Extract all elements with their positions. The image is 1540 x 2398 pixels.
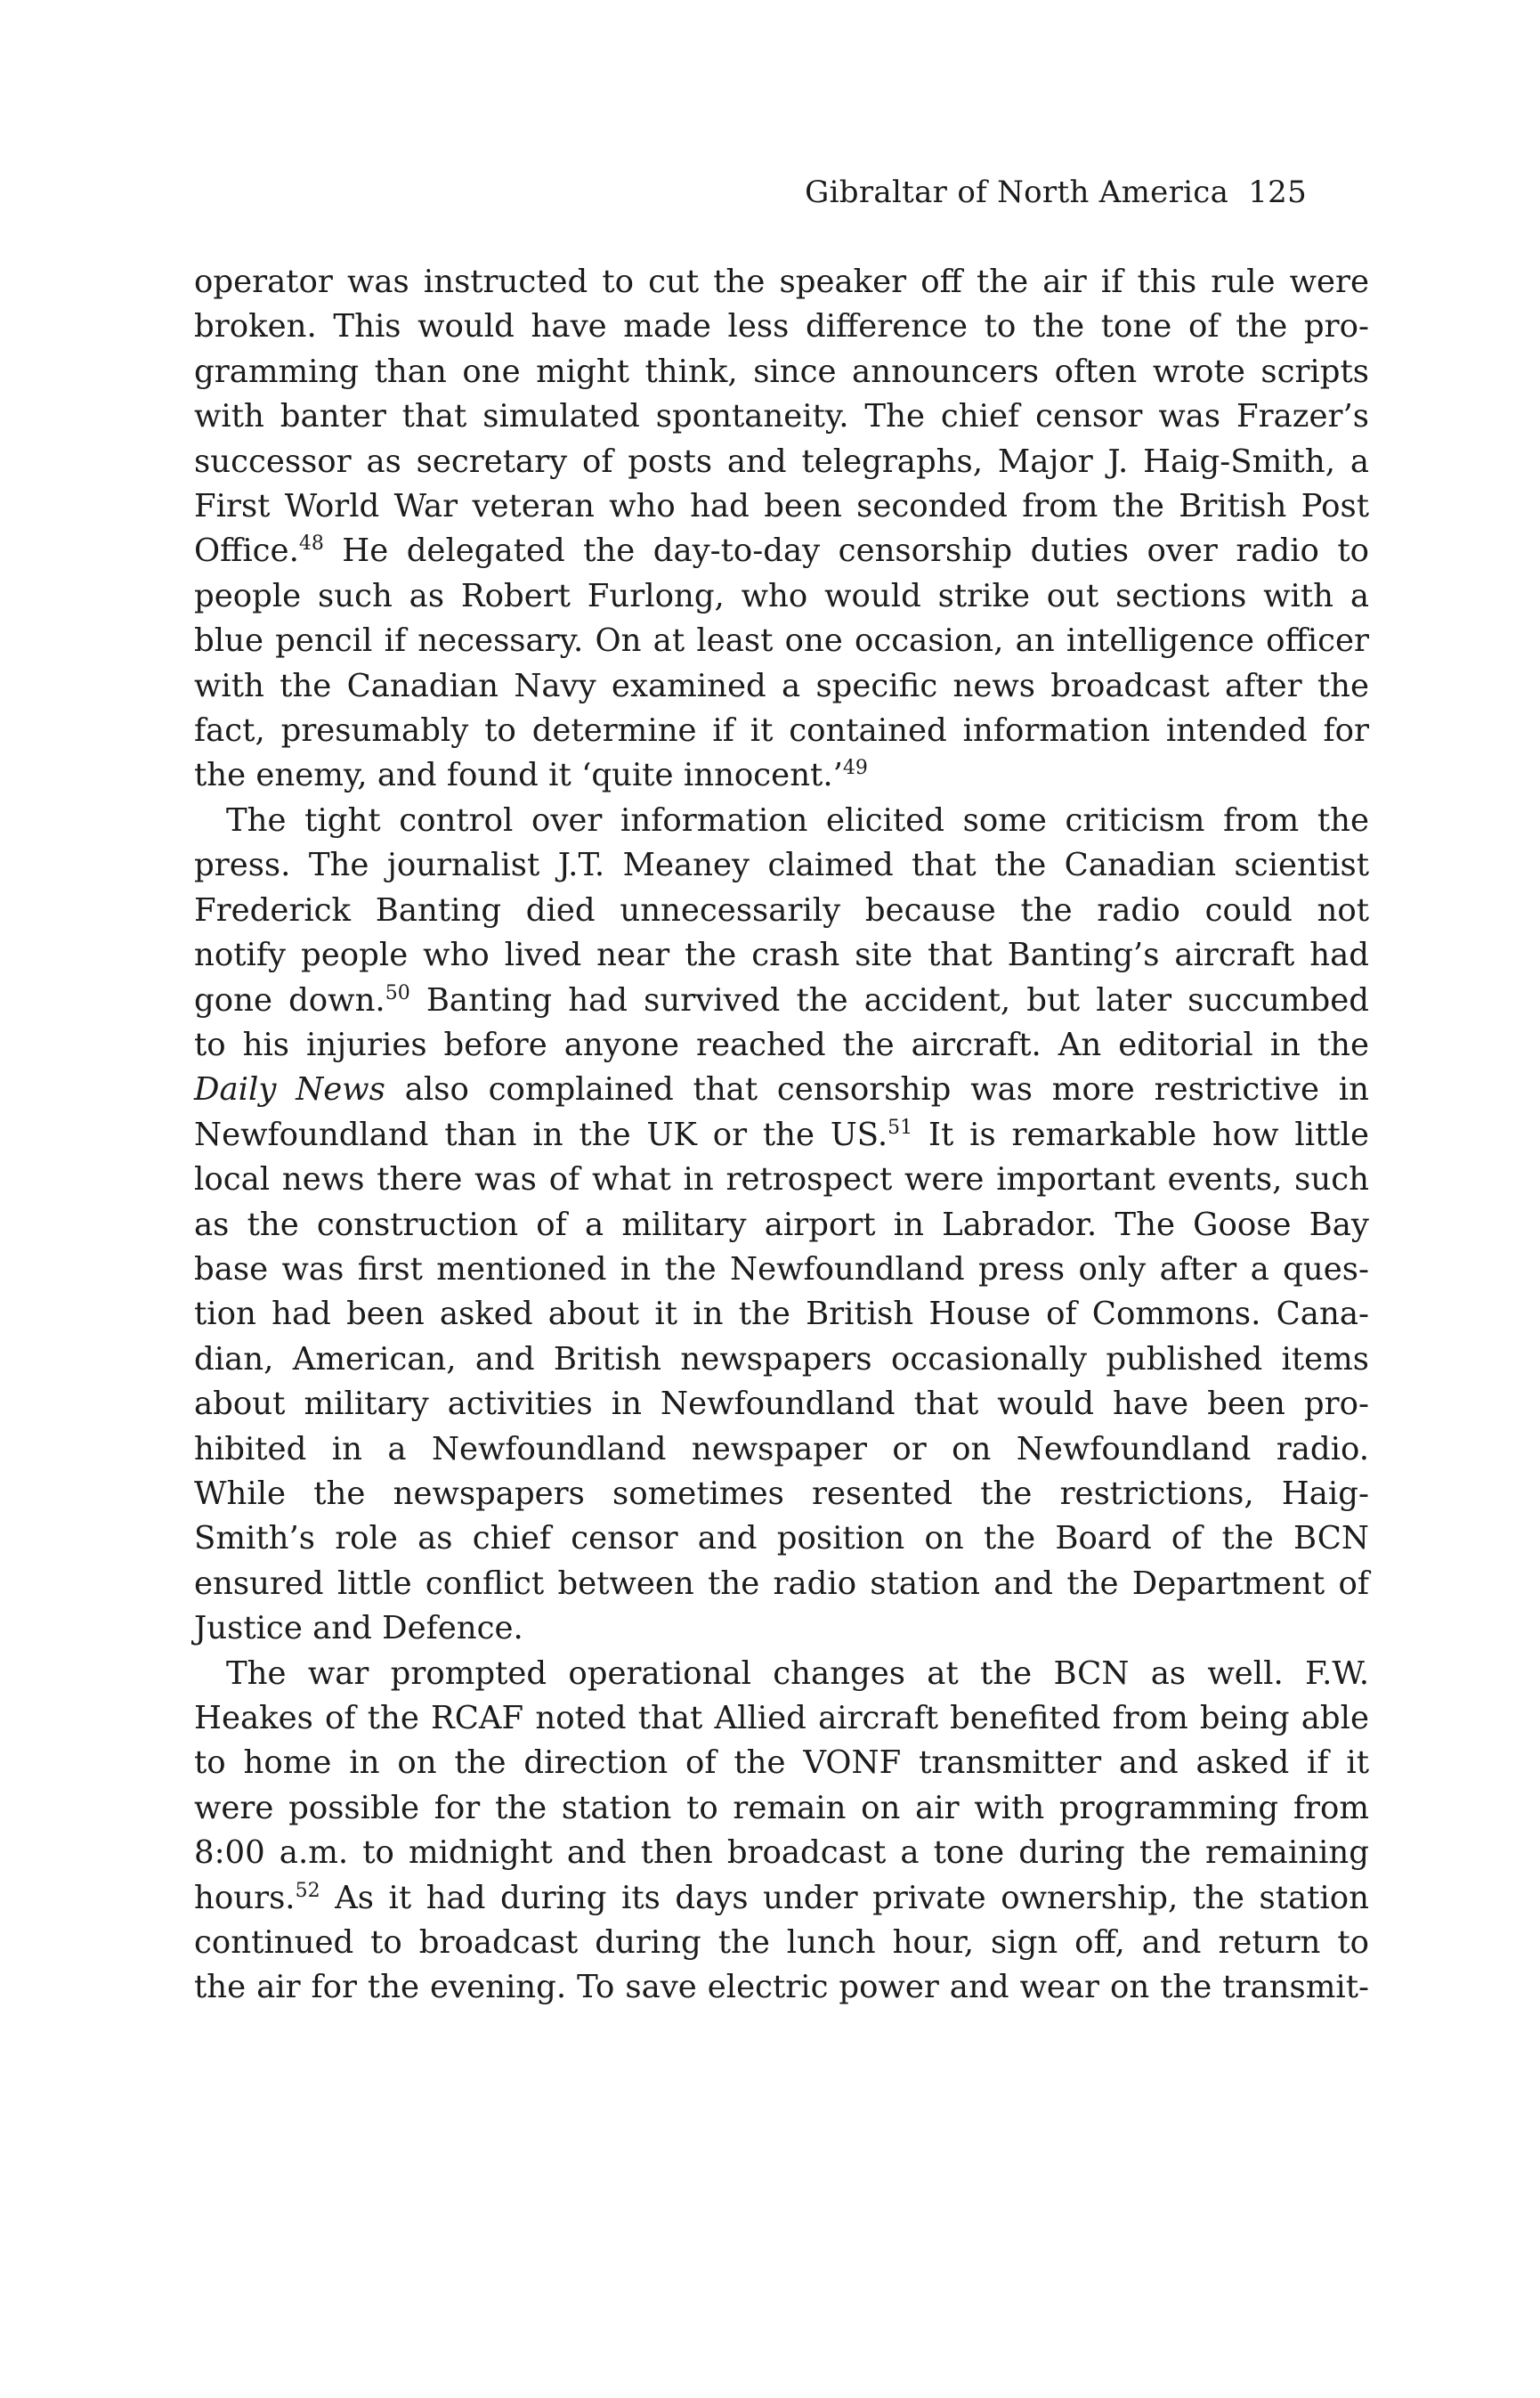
body-text: [194, 260, 1369, 2011]
text-line: with the Canadian Navy examined a specific news broadcast after the: [194, 667, 1369, 704]
text-line: base was first mentioned in the Newfoundland press only after a ques-: [194, 1250, 1369, 1288]
text-line: fact, presumably to determine if it contained information intended for: [194, 712, 1369, 750]
footnote-marker: 51: [888, 1116, 913, 1139]
text-line: dian, American, and British newspapers occasionally published items: [194, 1340, 1369, 1378]
text-line: hibited in a Newfoundland newspaper or on Newfoundland radio.: [194, 1430, 1369, 1467]
text-line: The war prompted operational changes at the BCN as well. F.W.: [226, 1654, 1369, 1692]
text-line: the air for the evening. To save electric power and wear on the transmit-: [194, 1969, 1369, 2006]
footnote-marker: 48: [298, 532, 324, 556]
text-line: First World War veteran who had been seconded from the British Post: [194, 488, 1369, 525]
text-line: press. The journalist J.T. Meaney claimed that the Canadian scientist: [194, 847, 1369, 884]
running-head-title: Gibraltar of North America: [805, 175, 1229, 210]
text-line: Office.$^{48}$ He delegated the day-to-day censorship duties over radio to: [194, 532, 1369, 570]
running-head: [805, 175, 1307, 210]
text-line: gone down.$^{50}$ Banting had survived the accident, but later succumbed: [194, 981, 1369, 1019]
text-line: about military activities in Newfoundland that would have been pro-: [194, 1386, 1369, 1423]
text-line: as the construction of a military airport in Labrador. The Goose Bay: [194, 1206, 1369, 1243]
text-line: tion had been asked about it in the British House of Commons. Cana-: [194, 1296, 1369, 1333]
page-number: 125: [1248, 175, 1307, 210]
text-line: While the newspapers sometimes resented the restrictions, Haig-: [194, 1475, 1369, 1512]
text-line: Daily News also complained that censorship was more restrictive in: [194, 1071, 1369, 1109]
text-line: continued to broadcast during the lunch hour, sign off, and return to: [194, 1924, 1369, 1962]
text-line: broken. This would have made less difference to the tone of the pro-: [194, 308, 1369, 345]
text-line: Smith’s role as chief censor and position on the Board of the BCN: [194, 1520, 1369, 1557]
text-line: hours.$^{52}$ As it had during its days under private ownership, the station: [194, 1879, 1369, 1916]
text-line: were possible for the station to remain on air with programming from: [194, 1789, 1369, 1826]
text-line: blue pencil if necessary. On at least one occasion, an intelligence officer: [194, 622, 1369, 660]
paragraph: [194, 1652, 1369, 2011]
italic-title: Daily News: [194, 1071, 385, 1109]
text-line: 8:00 a.m. to midnight and then broadcast a tone during the remaining: [194, 1834, 1369, 1872]
footnote-marker: 50: [385, 981, 410, 1004]
text-line: to his injuries before anyone reached the aircraft. An editorial in the: [194, 1026, 1369, 1063]
text-line: Newfoundland than in the UK or the US.$^{51}$ It is remarkable how little: [194, 1116, 1369, 1153]
text-line: local news there was of what in retrospect were important events, such: [194, 1161, 1369, 1199]
text-line: successor as secretary of posts and telegraphs, Major J. Haig-Smith, a: [194, 443, 1369, 480]
text-line: ensured little conflict between the radio station and the Department of: [194, 1565, 1369, 1602]
text-line: Frederick Banting died unnecessarily because the radio could not: [194, 891, 1369, 929]
footnote-marker: 52: [295, 1879, 320, 1902]
text-line: Heakes of the RCAF noted that Allied aircraft benefited from being able: [194, 1700, 1369, 1736]
paragraph: [194, 799, 1369, 1652]
text-line: operator was instructed to cut the speaker off the air if this rule were: [194, 264, 1369, 300]
text-line: people such as Robert Furlong, who would strike out sections with a: [194, 577, 1369, 614]
text-line: The tight control over information elicited some criticism from the: [226, 801, 1369, 839]
paragraph: [194, 260, 1369, 799]
text-line: to home in on the direction of the VONF transmitter and asked if it: [194, 1744, 1369, 1782]
text-line: with banter that simulated spontaneity. The chief censor was Frazer’s: [194, 398, 1369, 435]
text-line: the enemy, and found it ‘quite innocent.’$^{49}$: [194, 757, 868, 794]
text-line: notify people who lived near the crash site that Banting’s aircraft had: [194, 937, 1369, 974]
footnote-marker: 49: [842, 757, 868, 780]
text-line: gramming than one might think, since announcers often wrote scripts: [194, 353, 1369, 390]
text-line: Justice and Defence.: [194, 1610, 523, 1647]
